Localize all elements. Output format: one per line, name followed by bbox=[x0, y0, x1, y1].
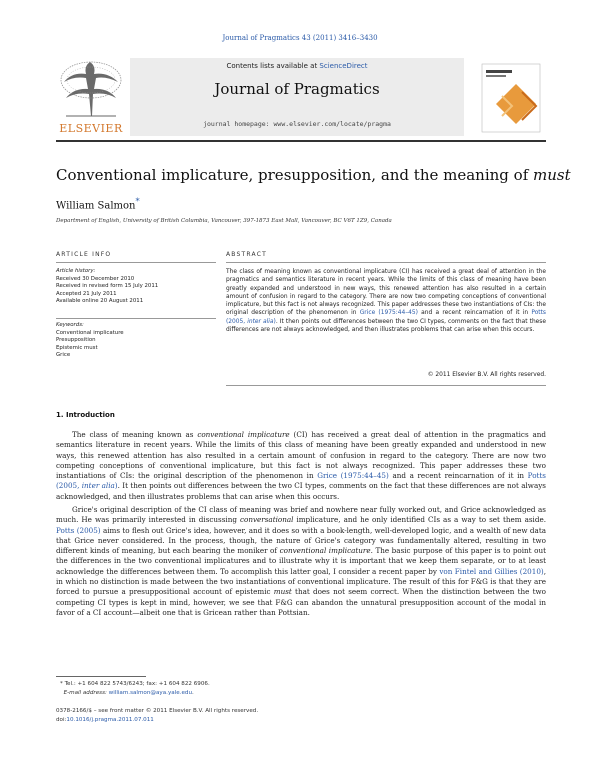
body-paragraph bbox=[56, 505, 546, 618]
author-name: William Salmon bbox=[56, 200, 136, 212]
article-info-rule bbox=[56, 262, 216, 263]
contents-line bbox=[130, 62, 464, 70]
abstract-label: ABSTRACT bbox=[226, 251, 267, 258]
citation-link-grice[interactable]: Grice (1975:44–45) bbox=[317, 471, 389, 481]
keyword: Epistemic must bbox=[56, 344, 98, 351]
text-run: Grice's original description of the CI class of meaning was brief and nowhere near fully worked out, and Grice acknowledged as much. He was primarily interested in discussing bbox=[56, 505, 546, 525]
journal-title: Journal of Pragmatics bbox=[214, 80, 380, 98]
citation-text: Potts (2005, bbox=[56, 471, 546, 491]
citation-text: ) bbox=[273, 318, 276, 325]
doi-prefix: doi: bbox=[56, 717, 67, 723]
body-paragraph bbox=[56, 430, 546, 502]
author-affiliation: Department of English, University of British Columbia, Vancouver, 397-1873 East Mall, Vancouver, BC V6T 1Z9, Canada bbox=[56, 218, 392, 224]
article-history bbox=[56, 268, 216, 306]
keywords-label: Keywords: bbox=[56, 322, 84, 328]
text-italic: conversational bbox=[239, 515, 294, 525]
article-title-italic: must bbox=[533, 166, 571, 184]
journal-reference[interactable]: Journal of Pragmatics 43 (2011) 3416–3430 bbox=[222, 34, 378, 42]
history-item: Received in revised form 15 July 2011 bbox=[56, 283, 159, 290]
text-run: . It then points out differences between the two CI types, comments on the fact that these differences are not always acknowledged, and then illustrates problems that can arise when this occurs. bbox=[56, 481, 546, 501]
citation-link-potts[interactable]: Potts (2005) bbox=[56, 525, 101, 535]
homepage-url[interactable]: www.elsevier.com/locate/pragma bbox=[273, 120, 391, 128]
abstract-text bbox=[226, 268, 546, 334]
citation-italic: inter alia bbox=[81, 481, 115, 491]
text-run: , in which no distinction is made between the two instantiations of conventional implicature. The result of this for F&G is that they are forced to pursue a presuppositional account of epistemic bbox=[56, 566, 547, 597]
author-footnote-mark[interactable]: * bbox=[135, 196, 140, 206]
abstract-text-part: . It then points out differences between the two CI types, comments on the fact that these differences are not always acknowledged, and then illustrates problems that can arise when this occurs. bbox=[226, 318, 546, 334]
elsevier-tree-logo bbox=[56, 58, 126, 136]
history-label: Article history: bbox=[56, 268, 96, 274]
keywords bbox=[56, 322, 216, 360]
citation-text: ) bbox=[114, 481, 118, 491]
issn-line: 0378-2166/$ – see front matter © 2011 Elsevier B.V. All rights reserved. bbox=[56, 708, 259, 714]
abstract-copyright: © 2011 Elsevier B.V. All rights reserved. bbox=[427, 372, 546, 378]
history-item: Received 30 December 2010 bbox=[56, 275, 135, 282]
keyword: Conventional implicature bbox=[56, 329, 124, 336]
history-item: Available online 20 August 2011 bbox=[56, 298, 144, 305]
footnote-rule bbox=[56, 676, 146, 677]
citation-link-grice[interactable]: Grice (1975:44–45) bbox=[359, 310, 418, 317]
article-info-label: ARTICLE INFO bbox=[56, 251, 112, 258]
text-run: and a recent reincarnation of it in bbox=[388, 471, 528, 481]
text-italic: conventional implicature bbox=[197, 430, 290, 439]
keyword: Grice bbox=[56, 352, 71, 359]
section-heading: 1. Introduction bbox=[56, 411, 115, 419]
abstract-rule bbox=[226, 262, 546, 263]
citation-link-von-fintel[interactable]: von Fintel and Gillies (2010) bbox=[439, 566, 544, 576]
journal-header bbox=[56, 58, 546, 136]
homepage-line bbox=[130, 120, 464, 128]
history-item: Accepted 21 July 2011 bbox=[56, 290, 117, 297]
text-run: (CI) has received a great deal of attention in the pragmatics and semantics literature in recent years. While the limits of this class of meaning have been greatly expanded and understood in new ways, this renewed attention has also resulted in a certain amount of confusion in regard to the category. There are now two competing conceptions of conventional implicature, but this fact is not always recognized. This paper addresses these two instantiations of CIs: the original description of the phenomenon in bbox=[56, 430, 546, 481]
text-run: implicature, and he only identified CIs as a way to set them aside. bbox=[293, 515, 546, 525]
homepage-prefix: journal homepage: bbox=[203, 120, 274, 128]
text-italic: conventional implicature bbox=[279, 546, 371, 556]
header-rule bbox=[56, 140, 546, 142]
text-run: . The basic purpose of this paper is to point out the differences in the two conventional implicatures and to illustrate why it is important that we keep them separate, or to at least acknowledge the differences between them. To accomplish this latter goal, I consider a recent paper by bbox=[56, 546, 546, 576]
email-end: . bbox=[192, 690, 194, 696]
abstract-text-part: The class of meaning known as conventional implicature (CI) has received a great deal of attention in the pragmatics and semantics literature in recent years. While the limits of this class of meaning have been greatly expanded and understood in new ways, this renewed attention has also resulted in a certain amount of confusion in regard to the category. There are now two competing conceptions of conventional implicature, but this fact is not always recognized. This paper addresses these two instantiations of CIs: the original description of the phenomenon in bbox=[226, 269, 546, 317]
article-title-main: Conventional implicature, presupposition, and the meaning of bbox=[56, 166, 534, 184]
journal-cover-thumbnail bbox=[476, 62, 546, 134]
abstract-text-part: and a recent reincarnation of it in bbox=[417, 310, 532, 317]
footnote-tel: Tel.: +1 604 822 5743/6243; fax: +1 604 822 6906. bbox=[64, 681, 210, 687]
text-run: The class of meaning known as bbox=[72, 430, 198, 439]
text-run: that does not seem correct. When the distinction between the two competing CI types is kept in mind, however, we see that F&G can abandon the unnatural presupposition account of the modal in favor of a CI account—albeit one that is Gricean rather than Pottsian. bbox=[56, 587, 547, 617]
keyword: Presupposition bbox=[56, 337, 96, 344]
sciencedirect-link[interactable]: ScienceDirect bbox=[319, 62, 368, 70]
doi-link[interactable]: 10.1016/j.pragma.2011.07.011 bbox=[66, 717, 154, 723]
footnote-mark: * bbox=[60, 681, 63, 687]
author-line bbox=[56, 196, 140, 211]
text-run: aims to flesh out Grice's idea, however, and it does so with a book-length, well-developed logic, and a wealth of new data that Grice never considered. In the process, though, the nature of Grice's category was fundamentally altered, resulting in two different kinds of meaning, but each bearing the moniker of bbox=[56, 525, 546, 556]
publication-info bbox=[56, 707, 258, 725]
history-rule bbox=[56, 318, 216, 319]
email-label: E-mail address: bbox=[63, 690, 109, 696]
contents-prefix: Contents lists available at bbox=[226, 62, 320, 70]
article-title bbox=[56, 166, 571, 184]
footnote bbox=[60, 680, 210, 698]
publisher-name: ELSEVIER bbox=[59, 122, 123, 135]
abstract-bottom-rule bbox=[226, 385, 546, 386]
citation-text: Potts (2005, bbox=[226, 310, 546, 325]
author-email-link[interactable]: william.salmon@aya.yale.edu bbox=[108, 690, 192, 696]
citation-italic: inter alia bbox=[247, 318, 274, 325]
text-italic: must bbox=[273, 587, 292, 597]
